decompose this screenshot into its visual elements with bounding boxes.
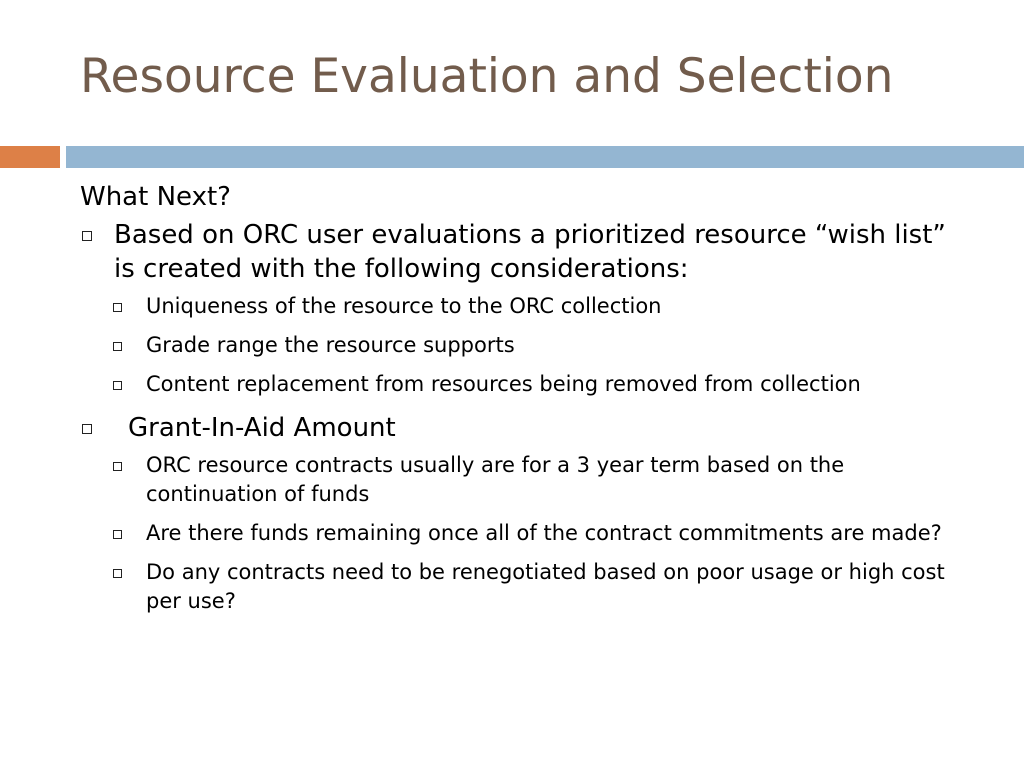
bullet-item xyxy=(80,218,960,286)
sub-bullet-item xyxy=(80,558,960,616)
square-bullet-icon xyxy=(113,530,122,539)
bullet-text: Based on ORC user evaluations a prioritized resource “wish list” is created with the following considerations: xyxy=(114,220,946,285)
sub-bullet-text: ORC resource contracts usually are for a 3 year term based on the continuation of funds xyxy=(146,453,845,507)
sub-bullet-text: Content replacement from resources being removed from collection xyxy=(146,372,861,397)
square-bullet-icon xyxy=(82,424,92,434)
square-bullet-icon xyxy=(113,569,122,578)
sub-bullet-item xyxy=(80,519,960,548)
square-bullet-icon xyxy=(113,303,122,312)
bullet-text: Grant-In-Aid Amount xyxy=(128,413,396,444)
square-bullet-icon xyxy=(113,462,122,471)
sub-bullet-item xyxy=(80,331,960,360)
sub-bullet-text: Are there funds remaining once all of the contract commitments are made? xyxy=(146,521,942,546)
square-bullet-icon xyxy=(113,342,122,351)
sub-bullet-text: Grade range the resource supports xyxy=(146,333,515,358)
sub-bullet-text: Uniqueness of the resource to the ORC collection xyxy=(146,294,662,319)
section-heading: What Next? xyxy=(80,182,231,212)
square-bullet-icon xyxy=(113,381,122,390)
accent-bar-blue xyxy=(66,146,1024,168)
bullet-item xyxy=(80,411,960,445)
slide-title: Resource Evaluation and Selection xyxy=(80,49,894,104)
accent-bar-orange xyxy=(0,146,60,168)
slide-body xyxy=(80,182,960,616)
sub-bullet-item xyxy=(80,292,960,321)
sub-bullet-item xyxy=(80,451,960,509)
sub-bullet-item xyxy=(80,370,960,399)
square-bullet-icon xyxy=(82,231,92,241)
sub-bullet-text: Do any contracts need to be renegotiated based on poor usage or high cost per use? xyxy=(146,560,945,614)
